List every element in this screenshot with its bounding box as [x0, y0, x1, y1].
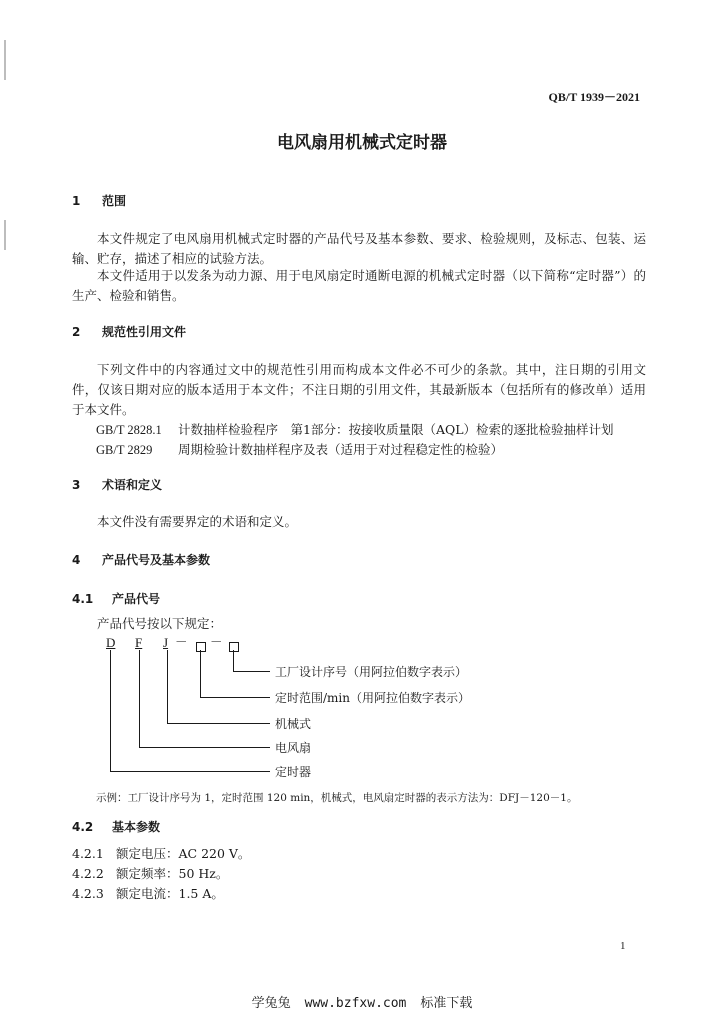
section-2-heading — [72, 323, 186, 340]
code-dash: － — [175, 634, 188, 649]
code-label: 定时范围/min（用阿拉伯数字表示） — [275, 691, 470, 705]
footer-tagline: 标准下载 — [420, 996, 473, 1011]
parameter-text: 额定电流：1.5 A。 — [116, 886, 224, 901]
paragraph: 下列文件中的内容通过文中的规范性引用而构成本文件必不可少的条款。其中，注日期的引用文件，仅该日期对应的版本适用于本文件；不注日期的引用文件，其最新版本（包括所有的修改单）适用于本文件。 — [72, 362, 646, 417]
example-note: 示例：工厂设计序号为 1，定时范围 120 min，机械式，电风扇定时器的表示方法为：DFJ－120－1。 — [96, 792, 578, 804]
document-title: 电风扇用机械式定时器 — [277, 133, 447, 153]
parameter-text: 额定频率：50 Hz。 — [116, 866, 229, 881]
parameter-number: 4.2.1 — [72, 846, 104, 861]
scan-edge-mark — [4, 40, 6, 80]
reference-code: GB/T 2829 — [96, 443, 153, 457]
section-number: 4.1 — [72, 592, 94, 606]
section-number: 1 — [72, 194, 81, 208]
paragraph: 本文件规定了电风扇用机械式定时器的产品代号及基本参数、要求、检验规则，及标志、包装、运输、贮存，描述了相应的试验方法。 — [72, 231, 646, 266]
code-label: 电风扇 — [275, 741, 312, 755]
placeholder-box-icon — [227, 636, 241, 655]
reference-code: GB/T 2828.1 — [96, 423, 162, 437]
code-letter: F — [135, 635, 143, 650]
code-dash: － — [210, 634, 223, 649]
code-label: 工厂设计序号（用阿拉伯数字表示） — [275, 665, 468, 679]
placeholder-box-icon — [194, 636, 208, 655]
footer-watermark — [0, 992, 724, 1011]
section-title: 产品代号及基本参数 — [102, 553, 211, 567]
section-title: 规范性引用文件 — [102, 325, 187, 339]
reference-item — [96, 420, 614, 438]
parameter-text: 额定电压：AC 220 V。 — [116, 846, 251, 861]
paragraph: 产品代号按以下规定： — [97, 616, 223, 631]
reference-item — [96, 440, 503, 458]
parameter-number: 4.2.3 — [72, 886, 104, 901]
standard-code: QB/T 1939－2021 — [548, 90, 640, 104]
section-number: 4 — [72, 553, 81, 567]
section-title: 范围 — [102, 194, 127, 208]
subsection-4-2-heading — [72, 818, 160, 835]
footer-url[interactable]: www.bzfxw.com — [304, 996, 407, 1011]
section-title: 产品代号 — [112, 592, 161, 606]
section-4-heading — [72, 551, 210, 568]
page-number: 1 — [620, 940, 626, 952]
code-label: 定时器 — [275, 765, 312, 779]
paragraph: 本文件没有需要界定的术语和定义。 — [97, 514, 298, 529]
scan-edge-mark — [4, 220, 6, 250]
code-label: 机械式 — [275, 717, 312, 731]
parameter-item — [72, 884, 224, 904]
reference-title: 周期检验计数抽样程序及表（适用于对过程稳定性的检验） — [177, 442, 503, 457]
footer-site-name: 学兔兔 — [251, 996, 291, 1011]
parameter-number: 4.2.2 — [72, 866, 104, 881]
section-number: 2 — [72, 325, 81, 339]
section-3-heading — [72, 476, 162, 493]
reference-title: 计数抽样检验程序 第1部分：按接收质量限（AQL）检索的逐批检验抽样计划 — [177, 422, 614, 437]
section-title: 术语和定义 — [102, 478, 163, 492]
code-letter: D — [106, 635, 116, 650]
section-number: 4.2 — [72, 820, 94, 834]
section-1-heading — [72, 192, 126, 209]
parameter-item — [72, 864, 228, 884]
section-number: 3 — [72, 478, 81, 492]
section-title: 基本参数 — [112, 820, 161, 834]
code-letter: J — [163, 635, 169, 650]
parameter-item — [72, 844, 250, 864]
subsection-4-1-heading — [72, 590, 160, 607]
paragraph: 本文件适用于以发条为动力源、用于电风扇定时通断电源的机械式定时器（以下简称“定时器”）的生产、检验和销售。 — [72, 268, 646, 303]
